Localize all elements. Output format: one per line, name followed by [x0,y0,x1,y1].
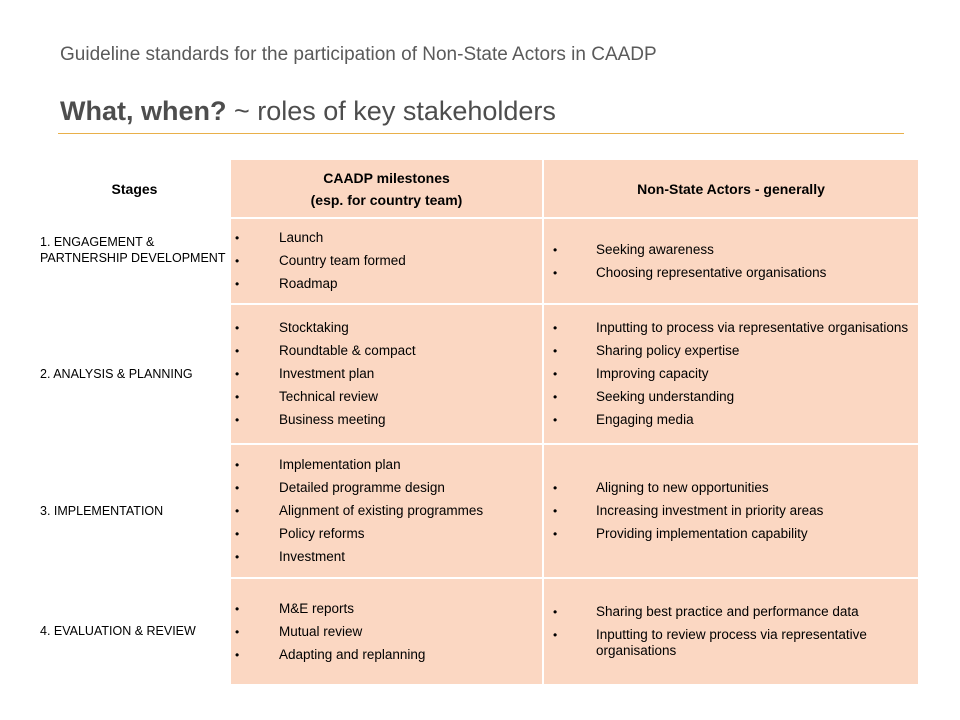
list-item [231,549,542,565]
list-item-text: Seeking understanding [596,389,735,404]
header-milestones-line1: CAADP milestones [323,169,450,186]
bullet-icon: • [553,605,558,619]
table-row [40,578,918,684]
list-item-text: Investment [279,549,346,564]
list-item [231,276,542,292]
header-nsa: Non-State Actors - generally [543,160,918,218]
list-item [544,526,918,542]
nsa-list-cell [543,578,918,684]
bullet-icon: • [235,527,240,541]
list-item-text: Investment plan [279,366,375,381]
list-item-text: Alignment of existing programmes [279,503,484,518]
list-item [544,366,918,382]
nsa-list [544,320,918,428]
bullet-icon: • [553,527,558,541]
stage-label: 1. ENGAGEMENT & PARTNERSHIP DEVELOPMENT [40,218,230,304]
stakeholder-roles-table [40,160,918,684]
list-item-text: Technical review [279,389,379,404]
bullet-icon: • [235,413,240,427]
table-row [40,218,918,304]
list-item [231,343,542,359]
stage-label: 4. EVALUATION & REVIEW [40,578,230,684]
list-item [231,480,542,496]
nsa-list [544,242,918,281]
milestone-list [231,230,542,292]
list-item [231,624,542,640]
bullet-icon: • [235,481,240,495]
list-item [231,601,542,617]
bullet-icon: • [553,481,558,495]
bullet-icon: • [235,277,240,291]
slide-subtitle: Guideline standards for the participation of Non-State Actors in CAADP [60,44,657,65]
milestone-list [231,457,542,565]
list-item-text: Inputting to process via representative organisations [596,320,909,335]
nsa-list [544,604,918,659]
bullet-icon: • [553,367,558,381]
list-item [231,526,542,542]
table-body [40,218,918,684]
list-item [544,389,918,405]
bullet-icon: • [553,413,558,427]
nsa-list-cell [543,218,918,304]
bullet-icon: • [235,231,240,245]
bullet-icon: • [235,504,240,518]
bullet-icon: • [235,624,240,639]
bullet-icon: • [553,242,558,257]
table-row [40,304,918,444]
list-item [231,253,542,269]
bullet-icon: • [235,390,240,404]
list-item [544,343,918,359]
nsa-list-cell [543,304,918,444]
header-row [40,160,918,218]
bullet-icon: • [235,550,240,564]
list-item-text: Implementation plan [279,457,401,472]
list-item [231,366,542,382]
bullet-icon: • [553,344,558,358]
milestone-list [231,320,542,428]
nsa-list [544,480,918,542]
header-milestones [230,160,543,218]
milestone-list-cell [230,444,543,578]
list-item [544,320,918,336]
list-item-text: Mutual review [279,623,363,639]
list-item [544,627,918,659]
list-item-text: Adapting and replanning [279,646,426,662]
list-item [231,457,542,473]
milestone-list [231,601,542,663]
title-underline [58,133,904,134]
list-item-text: Business meeting [279,412,386,427]
bullet-icon: • [235,344,240,358]
list-item [231,647,542,663]
list-item-text: Providing implementation capability [596,526,808,541]
list-item [231,389,542,405]
list-item-text: Increasing investment in priority areas [596,503,824,518]
title-bold: What, when? [60,96,227,126]
list-item [231,230,542,246]
list-item [544,242,918,258]
bullet-icon: • [553,504,558,518]
list-item-text: Choosing representative organisations [596,264,827,280]
list-item [544,412,918,428]
list-item [544,503,918,519]
list-item [544,480,918,496]
list-item-text: Engaging media [596,412,694,427]
milestone-list-cell [230,304,543,444]
list-item [231,320,542,336]
list-item [231,412,542,428]
list-item-text: Aligning to new opportunities [596,480,769,495]
list-item [544,604,918,620]
list-item-text: Seeking awareness [596,241,714,257]
stage-label: 2. ANALYSIS & PLANNING [40,304,230,444]
milestone-list-cell [230,578,543,684]
bullet-icon: • [553,390,558,404]
list-item-text: Detailed programme design [279,480,445,495]
milestone-list-cell [230,218,543,304]
table-row [40,444,918,578]
list-item-text: Roadmap [279,276,338,291]
list-item-text: Policy reforms [279,526,365,541]
bullet-icon: • [235,647,240,662]
stage-label: 3. IMPLEMENTATION [40,444,230,578]
list-item-text: Launch [279,230,324,245]
list-item-text: Inputting to review process via representative organisations [596,627,867,658]
list-item [544,265,918,281]
bullet-icon: • [553,265,558,280]
bullet-icon: • [235,367,240,381]
bullet-icon: • [553,321,558,335]
header-milestones-line2: (esp. for country team) [310,191,463,208]
bullet-icon: • [235,321,240,335]
bullet-icon: • [235,254,240,268]
list-item-text: Sharing best practice and performance data [596,604,859,619]
nsa-list-cell [543,444,918,578]
list-item-text: Improving capacity [596,366,709,381]
bullet-icon: • [235,458,240,472]
list-item-text: Country team formed [279,253,406,268]
list-item-text: Stocktaking [279,320,349,335]
slide-title [60,96,556,127]
bullet-icon: • [553,628,558,642]
list-item [231,503,542,519]
list-item-text: Roundtable & compact [279,343,416,358]
header-stages: Stages [40,160,230,218]
list-item-text: Sharing policy expertise [596,343,740,358]
title-rest: ~ roles of key stakeholders [226,96,556,126]
list-item-text: M&E reports [279,600,355,616]
bullet-icon: • [235,601,240,616]
